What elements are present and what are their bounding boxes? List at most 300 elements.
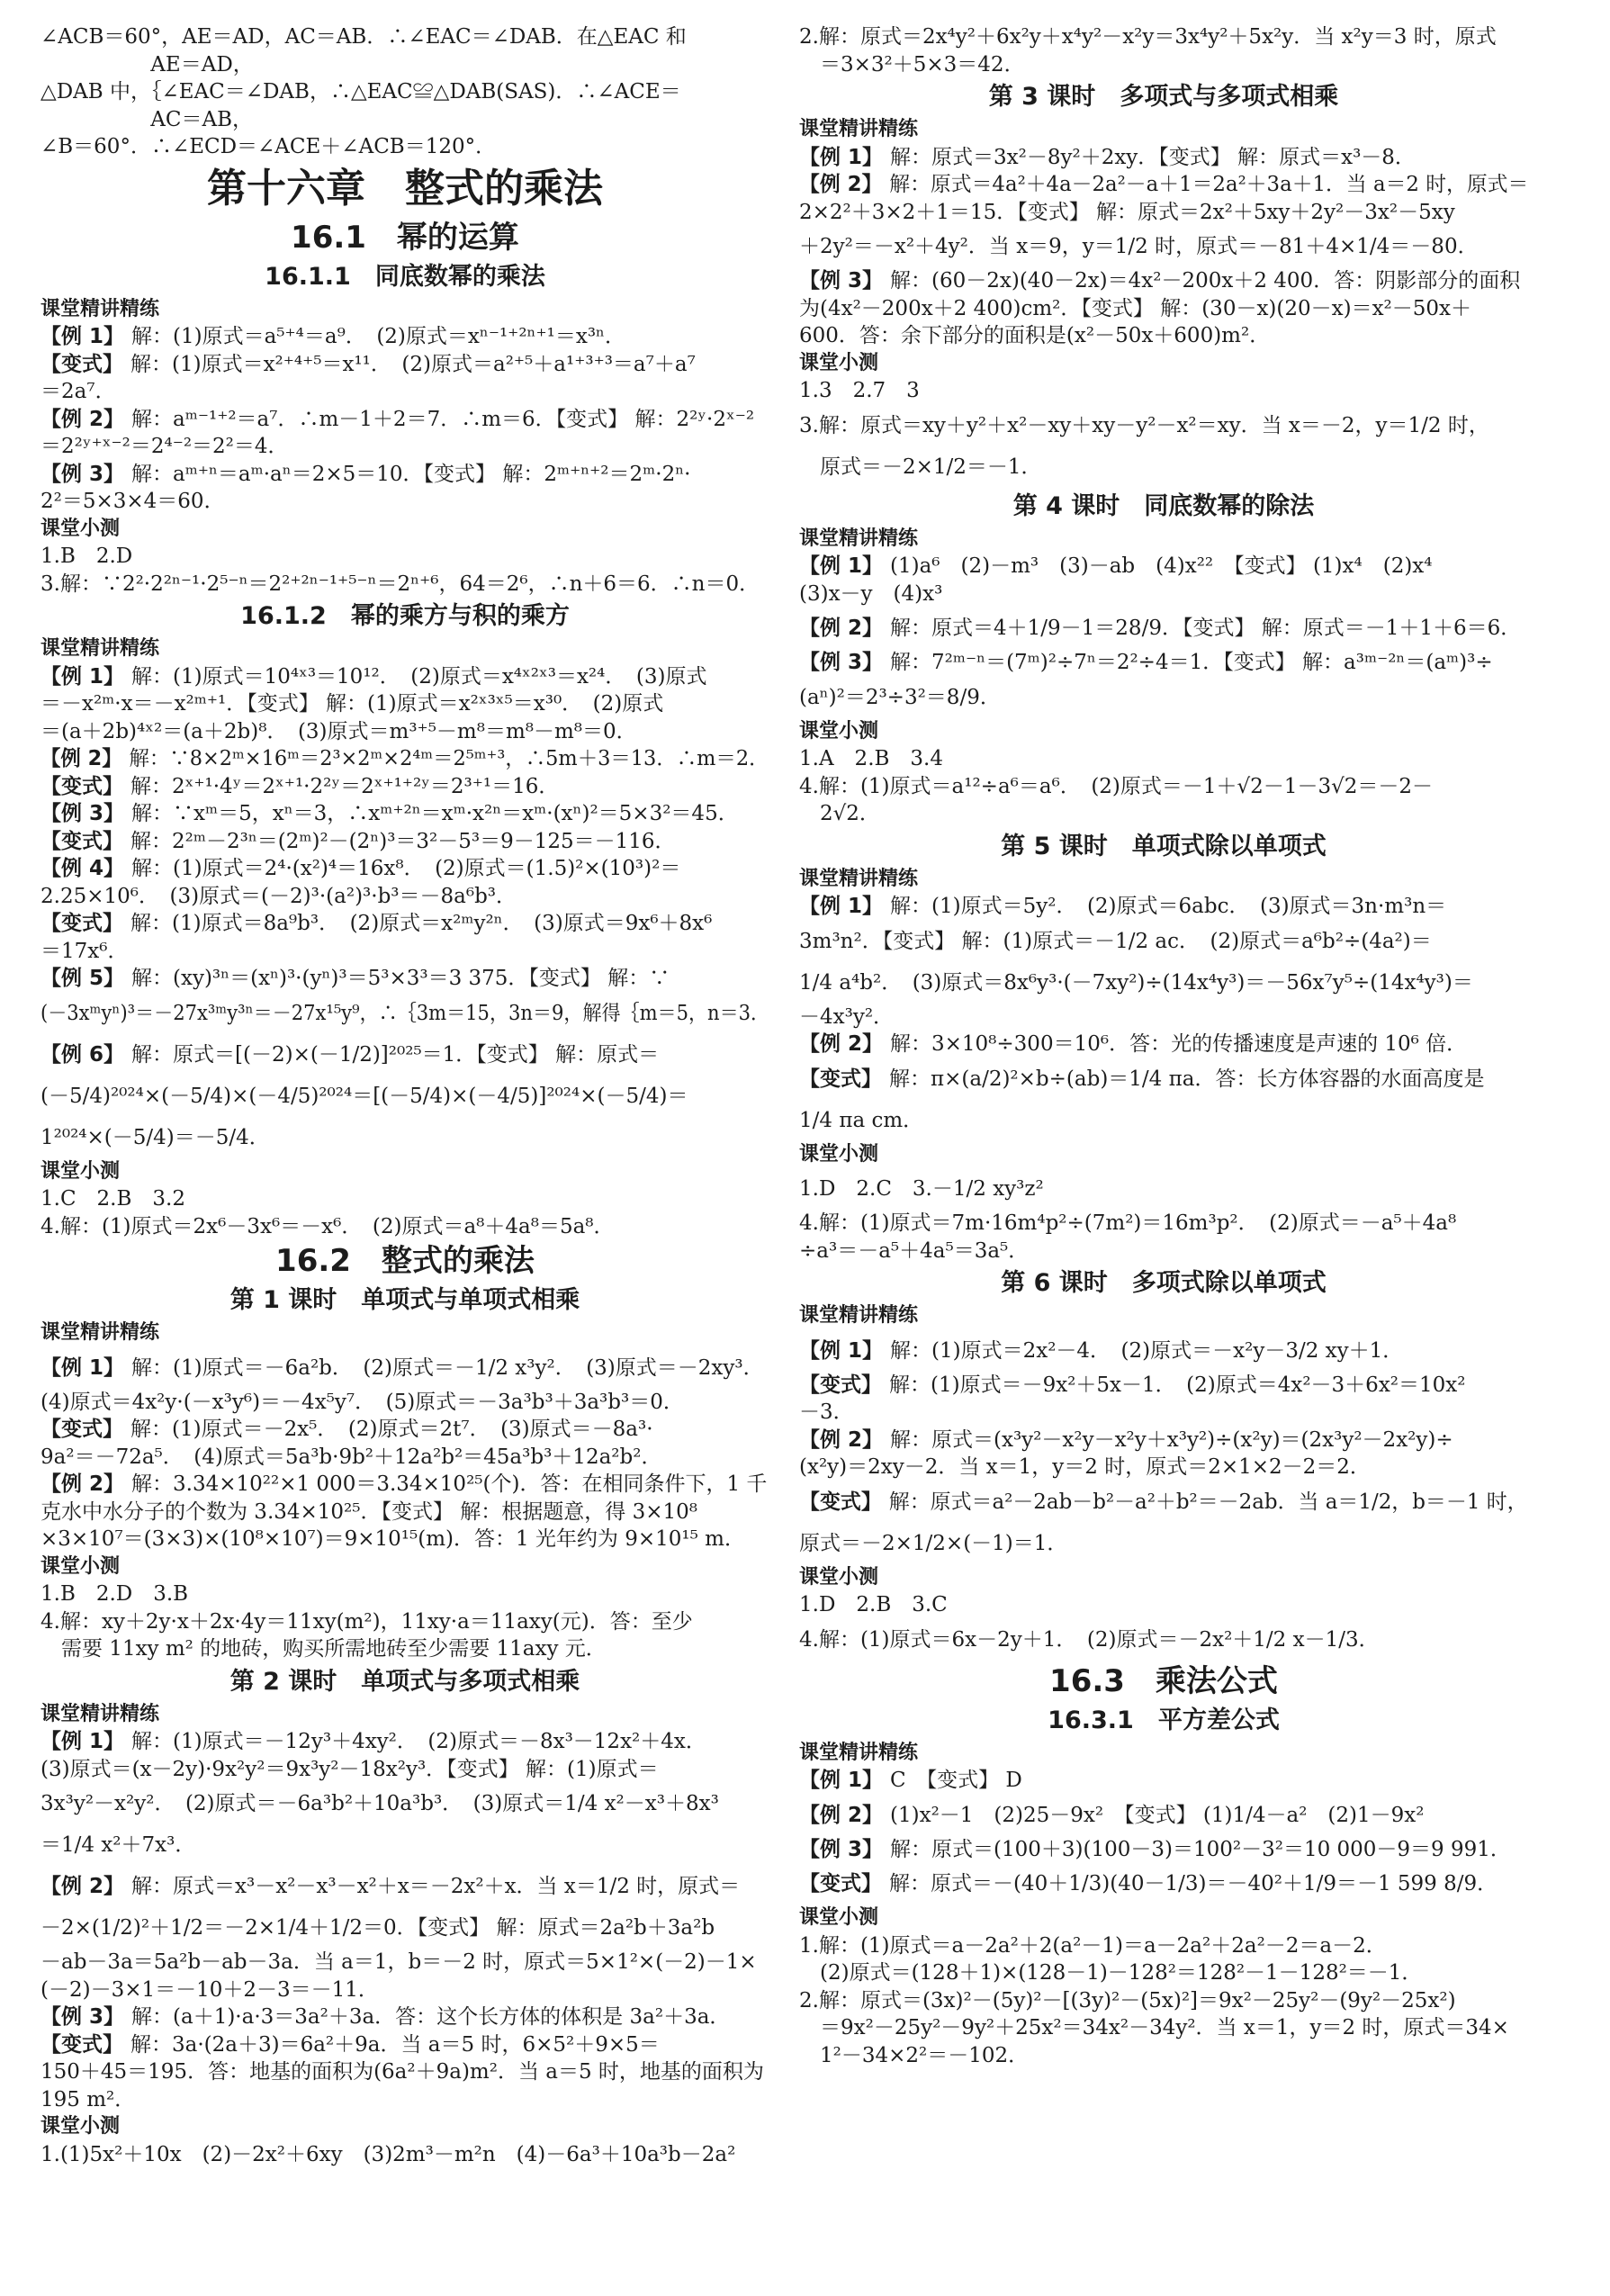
answer-line — [40, 378, 769, 406]
subsection-title — [799, 1702, 1528, 1740]
line-text: 解：原式＝(100＋3)(100－3)＝100²－3²＝10 000－9＝9 991． — [890, 1837, 1511, 1861]
line-text: 195 m²． — [40, 2087, 136, 2111]
answer-line — [799, 553, 1528, 581]
answer-line — [40, 106, 769, 134]
example-label: 【例 1】 — [40, 1730, 125, 1753]
line-text: 16.1 幂的运算 — [291, 219, 519, 256]
answer-line — [799, 1863, 1528, 1904]
line-text: 16.2 整式的乘法 — [275, 1243, 535, 1279]
answer-line — [799, 295, 1528, 323]
example-label: 【例 1】 — [799, 895, 884, 918]
line-text: 解：3.34×10²²×1 000＝3.34×10²⁵(个)．答：在相同条件下，1 千 — [131, 1472, 768, 1496]
answer-line — [40, 745, 769, 773]
section-label — [799, 1564, 1528, 1592]
answer-line — [40, 78, 769, 106]
example-label: 【变式】 — [40, 352, 123, 376]
line-text: 解：3×10⁸÷300＝10⁶．答：光的传播速度是声速的 10⁶ 倍． — [890, 1032, 1468, 1056]
example-label: 【变式】 — [40, 912, 123, 935]
answer-line — [799, 144, 1528, 172]
section-label — [40, 1553, 769, 1581]
example-label: 【例 2】 — [799, 1803, 884, 1827]
line-text: (2)原式＝(128＋1)×(128－1)－128²＝128²－1－128²＝－1． — [799, 1961, 1423, 1985]
example-label: 【例 2】 — [40, 1875, 125, 1898]
line-text: 解：(1)原式＝－9x²＋5x－1． (2)原式＝4x²－3＋6x²＝10x² — [889, 1373, 1466, 1397]
line-text: 3x³y²－x²y²． (2)原式＝－6a³b²＋10a³b³． (3)原式＝1/4 x²－x³＋8x³ — [40, 1792, 719, 1815]
answer-line — [40, 2058, 769, 2086]
answer-line — [799, 1959, 1528, 1987]
section-label — [799, 350, 1528, 378]
example-label: 【例 2】 — [799, 1032, 884, 1056]
example-label: 【例 3】 — [40, 2005, 125, 2029]
line-text: 第 1 课时 单项式与单项式相乘 — [229, 1286, 580, 1314]
line-text: (aⁿ)²＝2³÷3²＝8/9． — [799, 685, 1001, 709]
line-text: 3.解：∵2²·2²ⁿ⁻¹·2⁵⁻ⁿ＝2²⁺²ⁿ⁻¹⁺⁵⁻ⁿ＝2ⁿ⁺⁶，64＝2⁶，∴n＋6＝6．∴n＝0． — [40, 572, 760, 596]
line-text: 原式＝－2×1/2＝－1． — [799, 455, 1042, 479]
example-label: 【例 2】 — [799, 1427, 884, 1452]
answer-line — [799, 1399, 1528, 1427]
line-text: 1/4 a⁴b²． (3)原式＝8x⁶y³·(－7xy²)÷(14x⁴y³)＝－56x⁷y⁵÷(14x⁴y³)＝ — [799, 970, 1473, 995]
line-text: 16.3 乘法公式 — [1049, 1662, 1278, 1699]
line-text: 1.D 2.C 3.－1/2 xy³z² — [799, 1177, 1044, 1201]
example-label: 【例 2】 — [799, 173, 883, 196]
example-label: 【例 1】 — [40, 664, 125, 689]
answer-line — [799, 1031, 1528, 1058]
answer-line — [799, 800, 1528, 828]
answer-line — [40, 2031, 769, 2059]
line-text: 解：原式＝4a²＋4a－2a²－a＋1＝2a²＋3a＋1．当 a＝2 时，原式＝ — [889, 173, 1529, 196]
answer-line — [40, 938, 769, 966]
example-label: 【例 5】 — [40, 967, 125, 990]
answer-line — [40, 1756, 769, 1784]
line-text: 4.解：(1)原式＝2x⁶－3x⁶＝－x⁶． (2)原式＝a⁸＋4a⁸＝5a⁸． — [40, 1214, 615, 1238]
line-text: ＝2a⁷． — [40, 380, 116, 403]
line-text: 4.解：(1)原式＝6x－2y＋1． (2)原式＝－2x²＋1/2 x－1/3． — [799, 1627, 1380, 1652]
answer-line — [799, 581, 1528, 608]
answer-line — [40, 1076, 769, 1117]
line-text: 课堂精讲精练 — [40, 1702, 160, 1725]
answer-line — [799, 199, 1528, 227]
answer-line — [799, 773, 1528, 801]
example-label: 【变式】 — [799, 1067, 882, 1091]
line-text: 解：(1)原式＝10⁴ˣ³＝10¹²． (2)原式＝x⁴ˣ²ˣ³＝x²⁴． (3)原式 — [131, 664, 707, 689]
line-text: 课堂小测 — [40, 2115, 121, 2138]
answer-line — [799, 962, 1528, 1004]
line-text: 解：∵xᵐ＝5，xⁿ＝3，∴xᵐ⁺²ⁿ＝xᵐ·x²ⁿ＝xᵐ·(xⁿ)²＝5×3²＝45． — [131, 802, 739, 825]
answer-line — [799, 1058, 1528, 1100]
line-text: 1.C 2.B 3.2 — [40, 1187, 185, 1211]
line-text: 1.(1)5x²＋10x (2)－2x²＋6xy (3)2m³－m²n (4)－6a³＋10a³b－2a² — [40, 2142, 736, 2166]
answer-line — [799, 1523, 1528, 1564]
line-text: (1)x²－1 (2)25－9x² 【变式】 (1)1/4－a² (2)1－9x² — [890, 1803, 1425, 1827]
answer-line — [40, 1907, 769, 1949]
section-title — [40, 1240, 769, 1282]
subsection-title — [40, 1282, 769, 1319]
answer-line — [799, 1330, 1528, 1372]
example-label: 【例 1】 — [799, 554, 884, 578]
answer-line — [40, 855, 769, 883]
line-text: 第 4 课时 同底数幂的除法 — [1012, 491, 1315, 520]
line-text: 第 3 课时 多项式与多项式相乘 — [988, 83, 1339, 111]
answer-line — [799, 745, 1528, 773]
example-label: 【变式】 — [40, 829, 123, 853]
line-text: 解：(1)原式＝2x²－4． (2)原式＝－x²y－3/2 xy＋1． — [890, 1338, 1404, 1363]
section-label — [799, 866, 1528, 894]
line-text: 解：原式＝x³－x²－x³－x²＋x＝－2x²＋x．当 x＝1/2 时，原式＝ — [131, 1875, 741, 1898]
line-text: 课堂精讲精练 — [799, 1304, 919, 1327]
section-label — [799, 1141, 1528, 1169]
answer-line — [40, 1635, 769, 1663]
answer-line — [799, 1100, 1528, 1141]
line-text: 课堂精讲精练 — [799, 1741, 919, 1764]
answer-line — [40, 1347, 769, 1389]
line-text: (3)原式＝(x－2y)·9x²y²＝9x³y²－18x²y³．【变式】 解：(1)原式＝ — [40, 1757, 659, 1781]
answer-line — [40, 718, 769, 746]
line-text: AE＝AD， — [40, 52, 254, 77]
answer-line — [799, 2042, 1528, 2070]
answer-line — [799, 23, 1528, 51]
answer-line — [799, 446, 1528, 488]
example-label: 【变式】 — [40, 774, 123, 798]
line-text: 解：7²ᵐ⁻ⁿ＝(7ᵐ)²÷7ⁿ＝2²÷4＝1．【变式】 解：a³ᵐ⁻²ⁿ＝(aᵐ)³÷ — [890, 651, 1493, 674]
line-text: 课堂小测 — [799, 351, 879, 374]
line-text: 解：(xy)³ⁿ＝(xⁿ)³·(yⁿ)³＝5³×3³＝3 375．【变式】 解：∵ — [131, 967, 670, 990]
example-label: 【例 2】 — [40, 747, 122, 770]
subsection-title — [40, 598, 769, 635]
line-text: (－2)－3×1＝－10＋2－3＝－11． — [40, 1977, 379, 2002]
line-text: 解：原式＝(x³y²－x²y－x²y＋x³y²)÷(x²y)＝(2x³y²－2x²y)÷ — [890, 1427, 1453, 1452]
line-text: ＝3×3²＋5×3＝42． — [799, 52, 1025, 77]
example-label: 【例 1】 — [799, 1769, 884, 1792]
section-label — [799, 1740, 1528, 1768]
line-text: 2√2． — [799, 802, 880, 825]
section-label — [40, 1701, 769, 1729]
answer-line — [40, 2003, 769, 2031]
answer-line — [40, 800, 769, 828]
example-label: 【例 1】 — [799, 1338, 884, 1363]
line-text: 课堂小测 — [799, 1565, 879, 1589]
answer-line — [40, 2086, 769, 2114]
example-label: 【例 3】 — [799, 269, 884, 293]
line-text: 解：(1)原式＝5y²． (2)原式＝6abc． (3)原式＝3n·m³n＝ — [890, 895, 1447, 918]
line-text: 课堂精讲精练 — [799, 867, 919, 890]
section-title — [40, 217, 769, 258]
line-text: 1.D 2.B 3.C — [799, 1593, 948, 1616]
line-text: 3m³n²．【变式】 解：(1)原式＝－1/2 ac． (2)原式＝a⁶b²÷(4a²)＝ — [799, 929, 1432, 953]
line-text: 解：原式＝[(－2)×(－1/2)]²⁰²⁵＝1．【变式】 解：原式＝ — [131, 1042, 660, 1067]
answer-line — [40, 461, 769, 489]
answer-line — [799, 1427, 1528, 1454]
subsection-title — [799, 1265, 1528, 1302]
section-label — [40, 1158, 769, 1186]
answer-line — [40, 433, 769, 461]
line-text: 课堂精讲精练 — [40, 297, 160, 320]
subsection-title — [40, 1663, 769, 1701]
chapter-title — [40, 161, 769, 217]
answer-line — [40, 1866, 769, 1907]
right-column — [799, 23, 1528, 2069]
line-text: －4x³y²． — [799, 1004, 895, 1029]
answer-line — [40, 1499, 769, 1526]
section-label — [40, 635, 769, 663]
subsection-title — [40, 258, 769, 296]
answer-line — [40, 773, 769, 801]
line-text: 1.B 2.D 3.B — [40, 1582, 189, 1606]
line-text: AC＝AB， — [40, 107, 254, 131]
subsection-title — [799, 488, 1528, 526]
line-text: 解：∵8×2ᵐ×16ᵐ＝2³×2ᵐ×2⁴ᵐ＝2⁵ᵐ⁺³，∴5m＋3＝13．∴m＝2． — [129, 747, 769, 770]
line-text: 4.解：(1)原式＝a¹²÷a⁶＝a⁶． (2)原式＝－1＋√2－1－3√2＝－2－ — [799, 774, 1434, 798]
answer-line — [799, 1795, 1528, 1836]
answer-line — [40, 406, 769, 434]
answer-line — [799, 1932, 1528, 1960]
answer-line — [799, 1836, 1528, 1864]
answer-line — [40, 1389, 769, 1417]
line-text: 2.解：原式＝(3x)²－(5y)²－[(3y)²－(5x)²]＝9x²－25y²－(9y²－25x²) — [799, 1988, 1456, 2012]
answer-line — [799, 1767, 1528, 1795]
section-label — [799, 116, 1528, 144]
line-text: 课堂小测 — [40, 1159, 121, 1183]
answer-line — [40, 133, 769, 161]
section-label — [40, 2113, 769, 2141]
line-text: 解：(1)原式＝－12y³＋4xy²． (2)原式＝－8x³－12x²＋4x． — [131, 1730, 706, 1753]
example-label: 【例 1】 — [40, 1355, 125, 1380]
answer-line — [799, 677, 1528, 718]
line-text: 课堂精讲精练 — [799, 527, 919, 550]
line-text: (3)x－y (4)x³ — [799, 581, 943, 606]
answer-line — [40, 1185, 769, 1213]
line-text: 2.解：原式＝2x⁴y²＋6x²y＋x⁴y²－x²y＝3x⁴y²＋5x²y．当 x²y＝3 时，原式 — [799, 25, 1497, 49]
line-text: 600．答：余下部分的面积是(x²－50x＋600)m²． — [799, 324, 1271, 347]
answer-line — [799, 322, 1528, 350]
line-text: (1)a⁶ (2)－m³ (3)－ab (4)x²² 【变式】 (1)x⁴ (2)x⁴ — [890, 554, 1433, 578]
line-text: ＝(a＋2b)⁴ˣ²＝(a＋2b)⁸． (3)原式＝m³⁺⁵－m⁸＝m⁸－m⁸＝0． — [40, 719, 637, 743]
answer-line — [40, 1783, 769, 1824]
answer-line — [40, 1608, 769, 1636]
line-text: ＝2²ʸ⁺ˣ⁻²＝2⁴⁻²＝2²＝4． — [40, 435, 289, 458]
line-text: 1.B 2.D — [40, 545, 133, 568]
line-text: 解：π×(a/2)²×b÷(ab)＝1/4 πa．答：长方体容器的水面高度是 — [889, 1067, 1485, 1091]
answer-line — [40, 1728, 769, 1756]
line-text: 解：原式＝－(40＋1/3)(40－1/3)＝－40²＋1/9＝－1 599 8/9． — [889, 1872, 1498, 1895]
example-label: 【变式】 — [799, 1872, 882, 1895]
answer-line — [799, 649, 1528, 677]
example-label: 【例 3】 — [799, 651, 884, 674]
line-text: 解：(1)原式＝2⁴·(x²)⁴＝16x⁸． (2)原式＝(1.5)²×(10³)²＝ — [131, 857, 681, 880]
line-text: 解：2²ᵐ－2³ⁿ＝(2ᵐ)²－(2ⁿ)³＝3²－5³＝9－125＝－116． — [130, 829, 676, 853]
section-label — [799, 1302, 1528, 1330]
answer-line — [40, 1580, 769, 1608]
answer-line — [40, 1824, 769, 1866]
line-text: 为(4x²－200x＋2 400)cm²．【变式】 解：(30－x)(20－x)＝x²－50x＋ — [799, 296, 1472, 320]
answer-line — [799, 893, 1528, 921]
example-label: 【变式】 — [40, 1418, 123, 1441]
answer-line — [799, 377, 1528, 405]
answer-line — [40, 543, 769, 571]
answer-line — [40, 1949, 769, 1976]
line-text: 16.1.1 同底数幂的乘法 — [265, 262, 545, 291]
line-text: 解：(1)原式＝－2x⁵． (2)原式＝2t⁷． (3)原式＝－8a³· — [130, 1418, 653, 1441]
answer-line — [799, 1238, 1528, 1265]
left-column — [40, 23, 769, 2168]
line-text: ＝9x²－25y²－9y²＋25x²＝34x²－34y²．当 x＝1，y＝2 时，原式＝34× — [799, 2016, 1509, 2039]
line-text: ＝－x²ᵐ·x＝－x²ᵐ⁺¹．【变式】 解：(1)原式＝x²ˣ³ˣ⁵＝x³⁰． (2)原式 — [40, 692, 664, 716]
line-text: 课堂小测 — [799, 1142, 879, 1166]
line-text: 16.3.1 平方差公式 — [1048, 1706, 1280, 1734]
section-label — [799, 526, 1528, 554]
line-text: 课堂小测 — [40, 517, 121, 540]
line-text: 解：(a＋1)·a·3＝3a²＋3a．答：这个长方体的体积是 3a²＋3a． — [131, 2005, 731, 2029]
answer-line — [40, 965, 769, 993]
answer-line — [799, 1454, 1528, 1481]
line-text: 1/4 πa cm． — [799, 1108, 924, 1132]
line-text: 解：(1)原式＝8a⁹b³． (2)原式＝x²ᵐy²ⁿ． (3)原式＝9x⁶＋8x⁶ — [130, 912, 713, 935]
line-text: 课堂小测 — [799, 1906, 879, 1929]
answer-line — [40, 690, 769, 718]
section-label — [40, 516, 769, 544]
line-text: 解：原式＝4＋1/9－1＝28/9．【变式】 解：原式＝－1＋1＋6＝6． — [890, 617, 1522, 640]
line-text: 1.3 2.7 3 — [799, 379, 920, 402]
answer-line — [799, 921, 1528, 962]
line-text: ＝1/4 x²＋7x³． — [40, 1833, 196, 1857]
answer-line — [799, 1372, 1528, 1400]
line-text: 课堂精讲精练 — [40, 637, 160, 660]
subsection-title — [799, 78, 1528, 116]
line-text: 需要 11xy m² 的地砖，购买所需地砖至少需要 11axy 元． — [40, 1637, 607, 1661]
answer-line — [40, 1117, 769, 1158]
answer-line — [799, 2014, 1528, 2042]
answer-line — [799, 1591, 1528, 1619]
answer-line — [40, 883, 769, 911]
section-label — [40, 1319, 769, 1347]
answer-line — [40, 663, 769, 691]
line-text: －3． — [799, 1400, 854, 1424]
subsection-title — [799, 828, 1528, 866]
answer-line — [40, 351, 769, 379]
line-text: 解：(60－2x)(40－2x)＝4x²－200x＋2 400．答：阴影部分的面积 — [890, 269, 1521, 293]
answer-line — [799, 51, 1528, 79]
section-label — [40, 296, 769, 324]
example-label: 【例 3】 — [799, 1837, 884, 1861]
line-text: 解：3a·(2a＋3)＝6a²＋9a．当 a＝5 时，6×5²＋9×5＝ — [130, 2032, 660, 2057]
answer-line — [40, 910, 769, 938]
line-text: 第十六章 整式的乘法 — [207, 165, 603, 212]
line-text: 第 5 课时 单项式除以单项式 — [1001, 832, 1327, 860]
answer-line — [40, 1034, 769, 1076]
line-text: (x²y)＝2xy－2．当 x＝1，y＝2 时，原式＝2×1×2－2＝2． — [799, 1455, 1371, 1479]
line-text: ×3×10⁷＝(3×3)×(10⁸×10⁷)＝9×10¹⁵(m)．答：1 光年约为 9×10¹⁵ m． — [40, 1527, 745, 1551]
example-label: 【例 3】 — [40, 802, 125, 825]
answer-line — [40, 993, 770, 1034]
answer-line — [40, 828, 769, 856]
line-text: 课堂精讲精练 — [799, 118, 919, 140]
example-label: 【例 6】 — [40, 1042, 125, 1067]
line-text: ∠ACB＝60°，AE＝AD，AC＝AB．∴∠EAC＝∠DAB．在△EAC 和 — [40, 25, 687, 49]
line-text: 3.解：原式＝xy＋y²＋x²－xy＋xy－y²－x²＝xy．当 x＝－2，y＝1/2 时， — [799, 413, 1489, 437]
line-text: 第 2 课时 单项式与多项式相乘 — [229, 1667, 580, 1696]
answer-line — [799, 267, 1528, 295]
answer-line — [40, 1976, 769, 2004]
answer-line — [799, 1004, 1528, 1031]
line-text: 16.1.2 幂的乘方与积的乘方 — [240, 602, 570, 630]
line-text: 解：原式＝3x²－8y²＋2xy．【变式】 解：原式＝x³－8． — [890, 145, 1416, 169]
example-label: 【例 3】 — [40, 462, 125, 486]
answer-line — [799, 1481, 1526, 1523]
line-text: 解：原式＝a²－2ab－b²－a²＋b²＝－2ab．当 a＝1/2，b＝－1 时， — [888, 1490, 1528, 1514]
answer-line — [799, 1987, 1528, 2015]
example-label: 【例 1】 — [40, 325, 125, 348]
line-text: (－3xᵐyⁿ)³＝－27x³ᵐy³ⁿ＝－27x¹⁵y⁹，∴｛3m＝15，3n＝9，解得｛m＝5，n＝3． — [40, 1001, 770, 1025]
line-text: 解：(1)原式＝x²⁺⁴⁺⁵＝x¹¹． (2)原式＝a²⁺⁵＋a¹⁺³⁺³＝a⁷＋a⁷ — [130, 352, 696, 376]
answer-line — [40, 323, 769, 351]
line-text: 克水中水分子的个数为 3.34×10²⁵．【变式】 解：根据题意，得 3×10⁸ — [40, 1499, 698, 1524]
line-text: 2×2²＋3×2＋1＝15．【变式】 解：原式＝2x²＋5xy＋2y²－3x²－5xy — [799, 200, 1455, 224]
answer-line — [799, 226, 1528, 267]
line-text: △DAB 中，｛∠EAC＝∠DAB，∴△EAC≌△DAB(SAS)．∴∠ACE＝ — [40, 80, 681, 104]
example-label: 【变式】 — [40, 2032, 123, 2057]
example-label: 【例 1】 — [799, 145, 884, 169]
line-text: ＝17x⁶． — [40, 939, 129, 963]
section-label — [799, 1904, 1528, 1932]
answer-line — [40, 571, 769, 599]
line-text: 4.解：xy＋2y·x＋2x·4y＝11xy(m²)，11xy·a＝11axy(元)．答：至少 — [40, 1609, 693, 1634]
section-label — [799, 718, 1528, 746]
line-text: 解：(1)原式＝－6a²b． (2)原式＝－1/2 x³y²． (3)原式＝－2xy³． — [131, 1355, 764, 1380]
line-text: ∠B＝60°．∴∠ECD＝∠ACE＋∠ACB＝120°． — [40, 135, 497, 158]
line-text: 解：(1)原式＝a⁵⁺⁴＝a⁹． (2)原式＝xⁿ⁻¹⁺²ⁿ⁺¹＝x³ⁿ． — [131, 325, 625, 348]
answer-line — [40, 23, 769, 51]
line-text: ＋2y²＝－x²＋4y²．当 x＝9，y＝1/2 时，原式＝－81＋4×1/4＝－80． — [799, 235, 1479, 258]
answer-line — [40, 1471, 769, 1499]
line-text: 1²－34×2²＝－102． — [799, 2043, 1030, 2067]
line-text: 课堂精讲精练 — [40, 1321, 160, 1344]
line-text: 1.A 2.B 3.4 — [799, 747, 943, 770]
example-label: 【例 2】 — [799, 617, 884, 640]
line-text: 原式＝－2×1/2×(－1)＝1． — [799, 1531, 1068, 1555]
line-text: 课堂小测 — [40, 1554, 121, 1578]
line-text: 解：aᵐ⁺ⁿ＝aᵐ·aⁿ＝2×5＝10．【变式】 解：2ᵐ⁺ⁿ⁺²＝2ᵐ·2ⁿ· — [131, 462, 691, 486]
answer-line — [40, 2141, 769, 2169]
answer-line — [40, 1416, 769, 1444]
answer-line — [40, 488, 769, 516]
answer-line — [40, 1213, 769, 1241]
line-text: 课堂小测 — [799, 719, 879, 743]
example-label: 【例 2】 — [40, 1472, 125, 1496]
line-text: 2²＝5×3×4＝60． — [40, 490, 225, 513]
line-text: －2×(1/2)²＋1/2＝－2×1/4＋1/2＝0．【变式】 解：原式＝2a²b＋3a²b — [40, 1916, 715, 1940]
line-text: 1.解：(1)原式＝a－2a²＋2(a²－1)＝a－2a²＋2a²－2＝a－2． — [799, 1933, 1387, 1958]
line-text: 9a²＝－72a⁵． (4)原式＝5a³b·9b²＋12a²b²＝45a³b³＋12a²b²． — [40, 1445, 662, 1469]
answer-line — [799, 1619, 1528, 1661]
line-text: 解：2ˣ⁺¹·4ʸ＝2ˣ⁺¹·2²ʸ＝2ˣ⁺¹⁺²ʸ＝2³⁺¹＝16． — [130, 774, 560, 798]
line-text: ÷a³＝－a⁵＋4a⁵＝3a⁵． — [799, 1238, 1030, 1263]
line-text: －ab－3a＝5a²b－ab－3a．当 a＝1，b＝－2 时，原式＝5×1²×(－2)－1× — [40, 1950, 757, 1974]
answer-line — [799, 608, 1528, 649]
example-label: 【变式】 — [799, 1373, 882, 1397]
line-text: (－5/4)²⁰²⁴×(－5/4)×(－4/5)²⁰²⁴＝[(－5/4)×(－4/5)]²⁰²⁴×(－5/4)＝ — [40, 1084, 688, 1108]
section-title — [799, 1661, 1528, 1702]
answer-line — [799, 171, 1529, 199]
line-text: 第 6 课时 多项式除以单项式 — [1001, 1269, 1327, 1297]
line-text: 1²⁰²⁴×(－5/4)＝－5/4． — [40, 1125, 270, 1149]
answer-line — [40, 1444, 769, 1472]
answer-line — [799, 1168, 1528, 1210]
example-label: 【例 4】 — [40, 857, 125, 880]
line-text: 解：aᵐ⁻¹⁺²＝a⁷．∴m－1＋2＝7．∴m＝6．【变式】 解：2²ʸ·2ˣ⁻² — [131, 407, 755, 431]
answer-line — [40, 51, 769, 79]
line-text: 2.25×10⁶． (3)原式＝(－2)³·(a²)³·b³＝－8a⁶b³． — [40, 884, 517, 908]
line-text: 4.解：(1)原式＝7m·16m⁴p²÷(7m²)＝16m³p²． (2)原式＝－a⁵＋4a⁸ — [799, 1211, 1457, 1235]
line-text: 150＋45＝195．答：地基的面积为(6a²＋9a)m²．当 a＝5 时，地基的面积为 — [40, 2060, 764, 2084]
